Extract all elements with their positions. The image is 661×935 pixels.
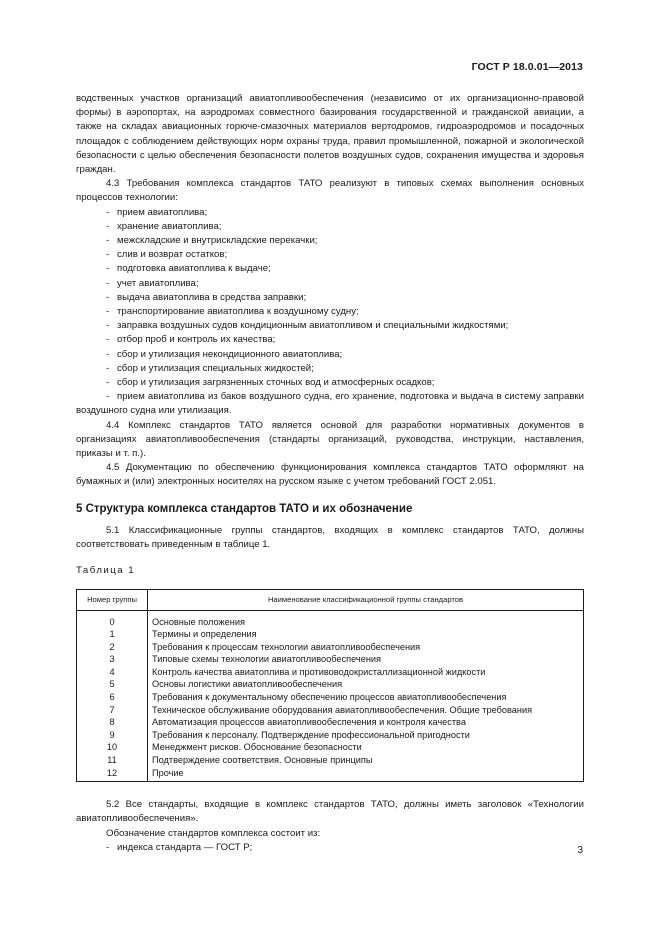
process-list bbox=[76, 206, 584, 419]
group-name: Автоматизация процессов авиатопливообеспечения и контроля качества bbox=[148, 716, 584, 729]
group-number: 1 bbox=[77, 628, 148, 641]
group-number: 7 bbox=[77, 704, 148, 717]
group-name: Основы логистики авиатопливообеспечения bbox=[148, 678, 584, 691]
table-row bbox=[77, 716, 584, 729]
group-number: 11 bbox=[77, 754, 148, 767]
group-number: 6 bbox=[77, 691, 148, 704]
paragraph-5-2: 5.2 Все стандарты, входящие в комплекс стандартов ТАТО, должны иметь заголовок «Технологии авиатопливообеспечения». bbox=[76, 799, 584, 825]
document-body bbox=[76, 92, 584, 855]
list-item: - заправка воздушных судов кондиционным авиатопливом и специальными жидкостями; bbox=[106, 320, 509, 332]
paragraph-4-5: 4.5 Документацию по обеспечению функционирования комплекса стандартов ТАТО оформляют на бумажных и (или) электронных носителях на русском языке с учетом требований ГОСТ 2.051. bbox=[76, 462, 584, 488]
group-name: Техническое обслуживание оборудования авиатопливообеспечения. Общие требования bbox=[148, 704, 584, 717]
group-name: Подтверждение соответствия. Основные принципы bbox=[148, 754, 584, 767]
table-row bbox=[77, 691, 584, 704]
list-item: - транспортирование авиатоплива к воздушному судну; bbox=[106, 306, 359, 318]
table-row bbox=[77, 678, 584, 691]
group-number: 0 bbox=[77, 610, 148, 628]
section-5-title: 5 Структура комплекса стандартов ТАТО и их обозначение bbox=[76, 502, 413, 515]
list-item: - межскладские и внутрискладские перекачки; bbox=[106, 235, 318, 247]
list-item: - выдача авиатоплива в средства заправки; bbox=[106, 291, 307, 303]
group-number: 2 bbox=[77, 641, 148, 654]
list-item: - индекса стандарта — ГОСТ Р; bbox=[106, 841, 253, 853]
table-row bbox=[77, 729, 584, 742]
paragraph-designation: Обозначение стандартов комплекса состоит из: bbox=[106, 827, 321, 839]
group-number: 12 bbox=[77, 767, 148, 782]
column-header-name: Наименование классификационной группы стандартов bbox=[148, 589, 584, 610]
group-name: Требования к процессам технологии авиатопливообеспечения bbox=[148, 641, 584, 654]
list-item: - учет авиатоплива; bbox=[106, 277, 199, 289]
paragraph-4-4: 4.4 Комплекс стандартов ТАТО является основой для разработки нормативных документов в организациях авиатопливообеспечения (стандарты организаций, руководства, инструкции, наставления, приказы и т. п.). bbox=[76, 419, 584, 460]
standard-code-header: ГОСТ Р 18.0.01—2013 bbox=[471, 61, 583, 73]
table-row bbox=[77, 666, 584, 679]
group-number: 3 bbox=[77, 653, 148, 666]
intro-paragraph: водственных участков организаций авиатопливообеспечения (независимо от их организационно-правовой формы) в аэропортах, на аэродромах совместного базирования государственной и гражданской авиации, а также на складах авиационных горюче-смазочных материалов вертодромов, гидроаэродромов и посадочных площадок с соблюдением действующих норм охраны труда, правил промышленной, пожарной и экологической безопасности с целью обеспечения безопасности полетов воздушных судов, сохранения имущества и здоровья граждан. bbox=[76, 93, 584, 176]
group-name: Типовые схемы технологии авиатопливообеспечения bbox=[148, 653, 584, 666]
group-name: Контроль качества авиатоплива и противоводокристаллизационной жидкости bbox=[148, 666, 584, 679]
designation-list bbox=[76, 841, 584, 855]
list-item: - прием авиатоплива; bbox=[106, 206, 208, 218]
table-row bbox=[77, 653, 584, 666]
group-number: 9 bbox=[77, 729, 148, 742]
group-number: 8 bbox=[77, 716, 148, 729]
group-name: Термины и определения bbox=[148, 628, 584, 641]
list-item: - прием авиатоплива из баков воздушного судна, его хранение, подготовка и выдача в систему заправки воздушного судна или утилизация. bbox=[76, 391, 584, 417]
list-item: - подготовка авиатоплива к выдаче; bbox=[106, 263, 271, 275]
table-row bbox=[77, 641, 584, 654]
column-header-number: Номер группы bbox=[77, 589, 148, 610]
group-name: Менеджмент рисков. Обоснование безопасности bbox=[148, 741, 584, 754]
table-row bbox=[77, 754, 584, 767]
list-item: - отбор проб и контроль их качества; bbox=[106, 334, 276, 346]
list-item: - сбор и утилизация загрязненных сточных вод и атмосферных осадков; bbox=[106, 377, 435, 389]
list-item: - сбор и утилизация некондиционного авиатоплива; bbox=[106, 348, 343, 360]
table-row bbox=[77, 704, 584, 717]
classification-table bbox=[76, 589, 584, 783]
group-name: Основные положения bbox=[148, 610, 584, 628]
list-item: - хранение авиатоплива; bbox=[106, 220, 222, 232]
group-name: Требования к документальному обеспечению процессов авиатопливообеспечения bbox=[148, 691, 584, 704]
table-row bbox=[77, 628, 584, 641]
paragraph-4-3: 4.3 Требования комплекса стандартов ТАТО реализуют в типовых схемах выполнения основных процессов технологии: bbox=[76, 178, 584, 204]
group-number: 4 bbox=[77, 666, 148, 679]
paragraph-5-1: 5.1 Классификационные группы стандартов, входящих в комплекс стандартов ТАТО, должны соответствовать приведенным в таблице 1. bbox=[76, 524, 584, 551]
group-number: 10 bbox=[77, 741, 148, 754]
table-row bbox=[77, 767, 584, 782]
page-number: 3 bbox=[577, 845, 583, 856]
table-row bbox=[77, 741, 584, 754]
group-name: Требования к персоналу. Подтверждение профессиональной пригодности bbox=[148, 729, 584, 742]
list-item: - слив и возврат остатков; bbox=[106, 249, 228, 261]
table-row bbox=[77, 610, 584, 628]
group-number: 5 bbox=[77, 678, 148, 691]
list-item: - сбор и утилизация специальных жидкостей; bbox=[106, 362, 314, 374]
group-name: Прочие bbox=[148, 767, 584, 782]
table-caption: Таблица 1 bbox=[76, 565, 136, 577]
